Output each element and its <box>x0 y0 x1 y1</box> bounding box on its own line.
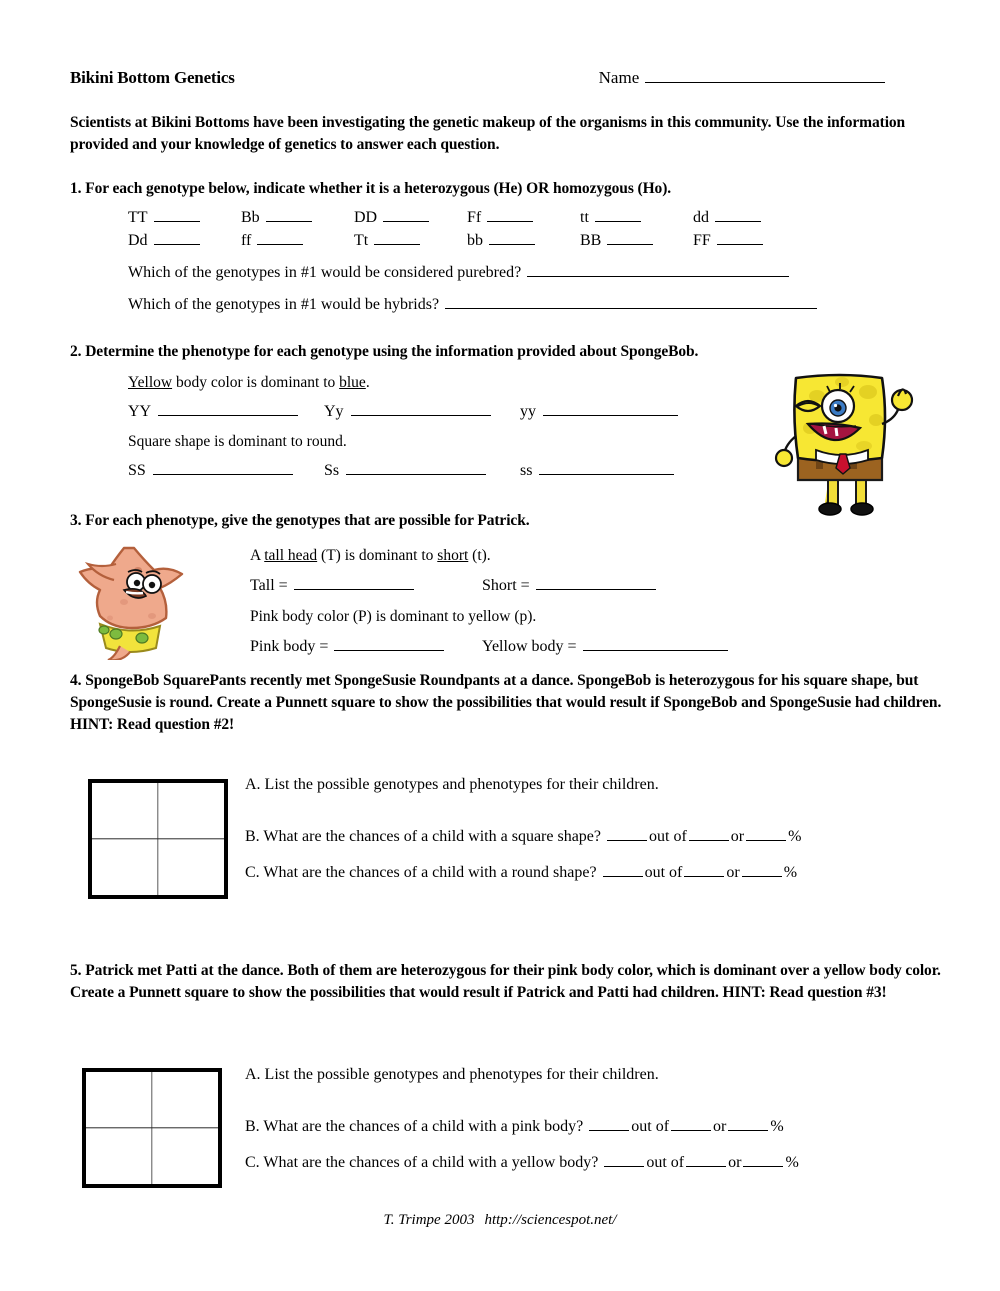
phenotype-answer-blank[interactable] <box>346 462 486 475</box>
genotype-answer-blank[interactable] <box>487 209 533 222</box>
rule-lead-text: A <box>250 547 265 564</box>
short-answer-blank[interactable] <box>536 577 656 590</box>
question-4 <box>70 670 950 736</box>
question-1-heading: 1. For each genotype below, indicate whether it is a heterozygous (He) OR homozygous (Ho). <box>70 180 672 197</box>
tall-answer-blank[interactable] <box>294 577 414 590</box>
yellow-body-label: Yellow body = <box>482 638 577 655</box>
question-2-heading: 2. Determine the phenotype for each genotype using the information provided about SpongeBob. <box>70 343 699 360</box>
part-c-percent: % <box>783 864 798 881</box>
part-c-blank-2[interactable] <box>684 864 724 877</box>
part-c-prompt: C. What are the chances of a child with a round shape? <box>245 864 597 881</box>
question-4-part-b <box>245 828 945 846</box>
tall-group <box>250 575 482 596</box>
part-b-or: or <box>730 828 745 845</box>
genotype-answer-blank[interactable] <box>489 232 535 245</box>
genotype-cell: Dd <box>128 230 241 251</box>
name-input-line[interactable] <box>645 69 885 83</box>
question-1 <box>70 178 950 315</box>
part-b-prompt: B. What are the chances of a child with a pink body? <box>245 1118 584 1135</box>
question-2 <box>70 341 830 481</box>
part-c-prompt: C. What are the chances of a child with a yellow body? <box>245 1154 599 1171</box>
question-3-color-answers <box>250 636 850 657</box>
phenotype-row-color <box>128 401 830 422</box>
question-1-genotype-grid <box>128 207 950 315</box>
phenotype-cell: Yy <box>324 401 520 422</box>
genotype-cell: DD <box>354 207 467 228</box>
part-b-blank-1[interactable] <box>607 828 647 841</box>
genotype-answer-blank[interactable] <box>715 209 761 222</box>
genotype-cell: FF <box>693 230 806 251</box>
name-field-group <box>599 68 886 88</box>
part-c-blank-2[interactable] <box>686 1154 726 1167</box>
part-c-or: or <box>726 864 740 881</box>
part-c-blank-1[interactable] <box>604 1154 644 1167</box>
pink-body-answer-blank[interactable] <box>334 638 444 651</box>
genotype-cell: ff <box>241 230 354 251</box>
rule-mid-text: (T) is dominant to <box>317 547 438 564</box>
part-b-blank-2[interactable] <box>689 828 729 841</box>
genotype-answer-blank[interactable] <box>154 209 200 222</box>
phenotype-answer-blank[interactable] <box>539 462 674 475</box>
spongebob-image <box>772 362 924 520</box>
part-c-percent: % <box>785 1154 799 1171</box>
question-2-rule-shape: Square shape is dominant to round. <box>128 433 347 450</box>
phenotype-cell: Ss <box>324 460 520 481</box>
question-5-part-a: A. List the possible genotypes and phenotypes for their children. <box>245 1066 659 1083</box>
genotype-answer-blank[interactable] <box>257 232 303 245</box>
question-5-paragraph: 5. Patrick met Patti at the dance. Both of them are heterozygous for their pink body color, which is dominant over a yellow body color. Create a Punnett square to show the possibilities that would result if Patrick and Patti had children. HINT: Read question #3! <box>70 962 941 1001</box>
phenotype-cell: YY <box>128 401 324 422</box>
question-4-subparts <box>245 776 945 882</box>
punnett-horizontal-divider <box>92 838 224 839</box>
name-label: Name <box>598 68 640 87</box>
phenotype-answer-blank[interactable] <box>153 462 293 475</box>
genotype-cell: TT <box>128 207 241 228</box>
part-b-percent: % <box>788 828 802 845</box>
intro-paragraph: Scientists at Bikini Bottoms have been investigating the genetic makeup of the organisms in this community. Use the information provided and your knowledge of genetics to answer each question. <box>70 114 906 153</box>
question-4-paragraph: 4. SpongeBob SquarePants recently met SpongeSusie Roundpants at a dance. SpongeBob is heterozygous for his square shape, but SpongeSusie is round. Create a Punnett square to show the possibilities that would result if SpongeBob and SpongeSusie had children. HINT: Read question #2! <box>70 672 942 733</box>
phenotype-cell: yy <box>520 401 716 422</box>
question-3-height-answers <box>250 575 850 596</box>
part-c-outof: out of <box>646 1154 685 1171</box>
dominant-term: tall head <box>264 547 318 564</box>
part-b-outof: out of <box>649 828 687 845</box>
part-b-percent: % <box>770 1118 784 1135</box>
hybrid-prompt: Which of the genotypes in #1 would be hybrids? <box>128 296 440 313</box>
punnett-square-question-4[interactable] <box>88 779 228 899</box>
phenotype-cell: SS <box>128 460 324 481</box>
question-3-body <box>250 545 850 657</box>
genotype-cell: tt <box>580 207 693 228</box>
part-c-blank-3[interactable] <box>742 864 782 877</box>
part-b-blank-3[interactable] <box>746 828 786 841</box>
part-b-outof: out of <box>631 1118 670 1135</box>
part-b-or: or <box>713 1118 727 1135</box>
genotype-answer-blank[interactable] <box>154 232 200 245</box>
genotype-row-2 <box>128 230 950 251</box>
phenotype-cell: ss <box>520 460 716 481</box>
question-3-rule-height <box>250 545 850 566</box>
yellow-body-answer-blank[interactable] <box>583 638 728 651</box>
rule-mid-text: body color is dominant to <box>172 374 340 391</box>
genotype-answer-blank[interactable] <box>383 209 429 222</box>
genotype-cell: dd <box>693 207 806 228</box>
genotype-answer-blank[interactable] <box>374 232 420 245</box>
genotype-cell: BB <box>580 230 693 251</box>
question-5-part-b <box>245 1118 945 1136</box>
document-header <box>70 68 930 88</box>
question-4-part-c <box>245 864 945 882</box>
tall-label: Tall = <box>250 577 288 594</box>
pink-body-label: Pink body = <box>250 638 329 655</box>
dominant-term: Yellow <box>128 374 173 391</box>
question-2-rule-color <box>128 372 830 393</box>
hybrid-answer-blank[interactable] <box>445 296 817 309</box>
question-5 <box>70 960 950 1004</box>
part-c-or: or <box>728 1154 742 1171</box>
question-2-body <box>128 372 830 481</box>
part-b-prompt: B. What are the chances of a child with a square shape? <box>245 828 601 845</box>
genotype-answer-blank[interactable] <box>266 209 312 222</box>
footer-url[interactable]: http://sciencespot.net/ <box>484 1212 617 1228</box>
genotype-cell: Tt <box>354 230 467 251</box>
genotype-cell: bb <box>467 230 580 251</box>
rule-end-text: . <box>365 374 370 391</box>
part-c-blank-1[interactable] <box>603 864 643 877</box>
genotype-cell: Bb <box>241 207 354 228</box>
footer-author: T. Trimpe 2003 <box>383 1212 475 1228</box>
question-1-hybrid-line <box>128 294 950 315</box>
part-c-outof: out of <box>644 864 683 881</box>
question-1-purebred-line <box>128 262 950 283</box>
question-5-part-c <box>245 1154 945 1172</box>
recessive-term: blue <box>339 374 366 391</box>
part-b-blank-3[interactable] <box>728 1118 768 1131</box>
part-c-blank-3[interactable] <box>743 1154 783 1167</box>
patrick-image <box>76 542 200 660</box>
genotype-answer-blank[interactable] <box>607 232 653 245</box>
footer <box>0 1212 1000 1229</box>
part-b-blank-1[interactable] <box>589 1118 629 1131</box>
question-3-heading: 3. For each phenotype, give the genotypes that are possible for Patrick. <box>70 512 530 529</box>
punnett-square-question-5[interactable] <box>82 1068 222 1188</box>
genotype-row-1 <box>128 207 950 228</box>
phenotype-answer-blank[interactable] <box>158 403 298 416</box>
purebred-prompt: Which of the genotypes in #1 would be considered purebred? <box>128 264 522 281</box>
phenotype-row-shape <box>128 460 830 481</box>
question-3-rule-color: Pink body color (P) is dominant to yellow (p). <box>250 608 537 625</box>
phenotype-answer-blank[interactable] <box>543 403 678 416</box>
page-title: Bikini Bottom Genetics <box>70 68 235 87</box>
genotype-answer-blank[interactable] <box>717 232 763 245</box>
short-label: Short = <box>482 577 530 594</box>
genotype-cell: Ff <box>467 207 580 228</box>
part-b-blank-2[interactable] <box>671 1118 711 1131</box>
genotype-answer-blank[interactable] <box>595 209 641 222</box>
punnett-horizontal-divider <box>86 1127 218 1128</box>
question-4-part-a: A. List the possible genotypes and phenotypes for their children. <box>245 776 659 793</box>
pink-group <box>250 636 482 657</box>
phenotype-answer-blank[interactable] <box>351 403 491 416</box>
purebred-answer-blank[interactable] <box>527 264 789 277</box>
recessive-term: short <box>437 547 469 564</box>
question-5-subparts <box>245 1066 945 1172</box>
rule-end-text: (t). <box>468 547 491 564</box>
